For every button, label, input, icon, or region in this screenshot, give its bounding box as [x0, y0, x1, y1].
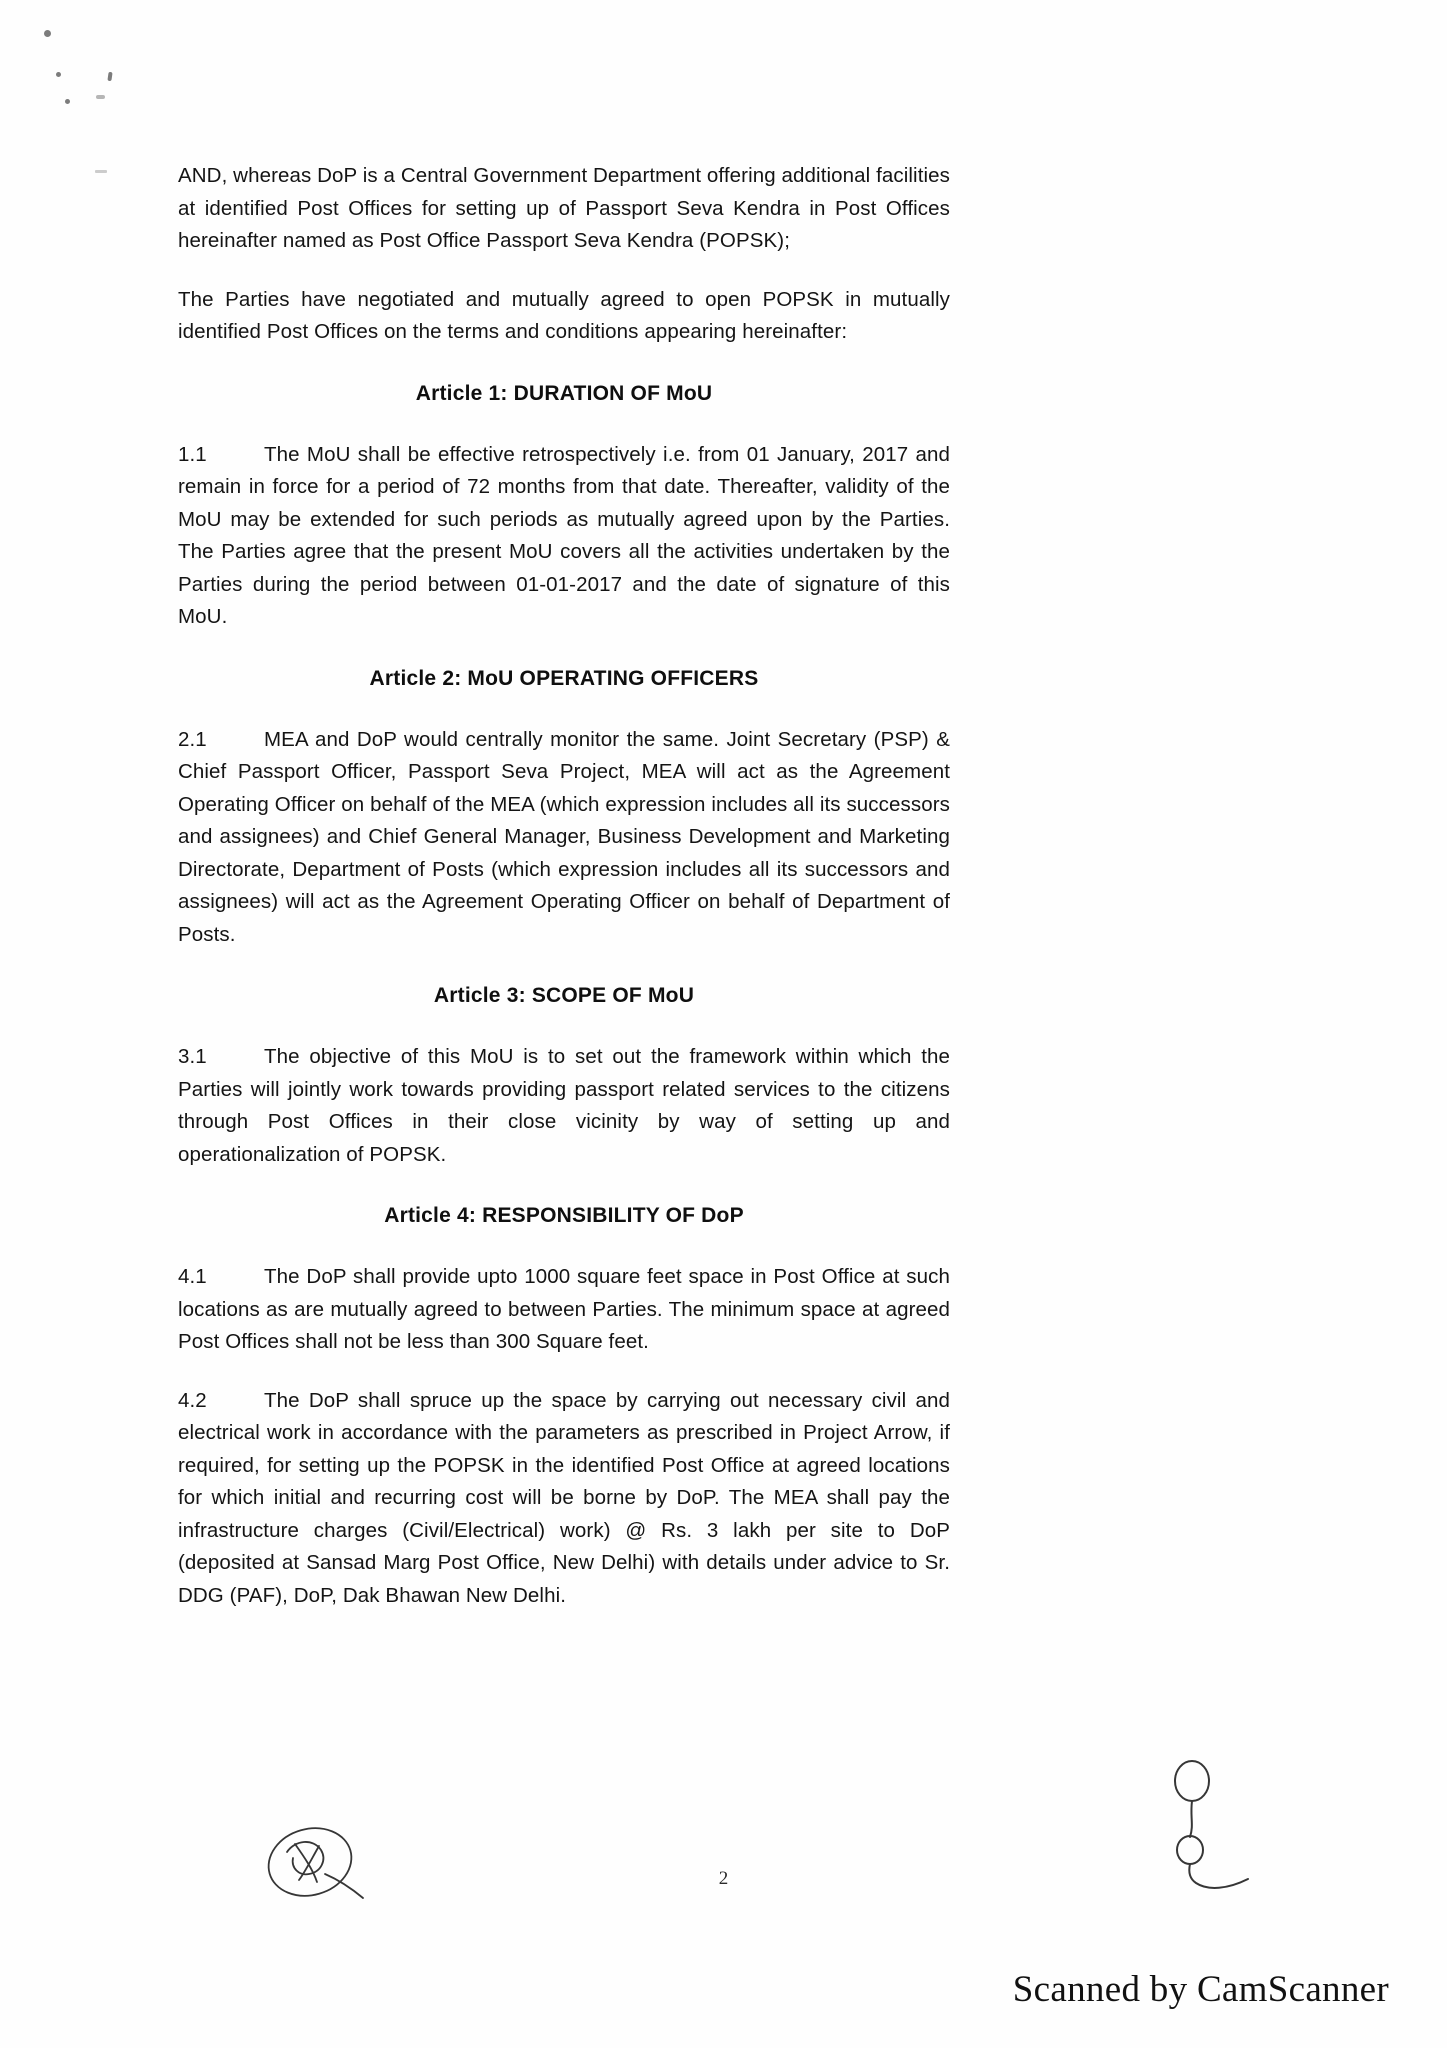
scan-artifact-speck: [44, 30, 51, 37]
camscanner-watermark: Scanned by CamScanner: [1012, 1969, 1389, 2010]
signature-left: [255, 1800, 385, 1925]
page-number: 2: [718, 1868, 729, 1889]
article-1-heading: Article 1: DURATION OF MoU: [415, 381, 713, 405]
clause-4-2: [178, 1385, 950, 1613]
paragraph-and-whereas: AND, whereas DoP is a Central Government Department offering additional facilities at identified Post Offices for setting up of Passport Seva Kendra in Post Offices hereinafter named as Post Office Passport Seva Kendra (POPSK);: [178, 164, 951, 252]
clause-text: The objective of this MoU is to set out the framework within which the Parties will jointly work towards providing passport related services to the citizens through Post Offices in their close vicinity by way of setting up and operationalization of POPSK.: [178, 1045, 950, 1166]
article-4-heading: Article 4: RESPONSIBILITY OF DoP: [384, 1204, 744, 1227]
article-2-heading: Article 2: MoU OPERATING OFFICERS: [369, 666, 759, 690]
scan-artifact-speck: [95, 170, 107, 173]
clause-text: The DoP shall spruce up the space by carrying out necessary civil and electrical work in accordance with the parameters as prescribed in Project Arrow, if required, for setting up the POPSK in the identified Post Office at agreed locations for which initial and recurring cost will be borne by DoP. The MEA shall pay the infrastructure charges (Civil/Electrical) work) @ Rs. 3 lakh per site to DoP (deposited at Sansad Marg Post Office, New Delhi) with details under advice to Sr. DDG (PAF), DoP, Dak Bhawan New Delhi.: [178, 1388, 950, 1607]
clause-number: 3.1: [178, 1045, 207, 1068]
clause-number: 4.1: [178, 1265, 207, 1288]
scan-artifact-speck: [96, 95, 105, 99]
clause-text: MEA and DoP would centrally monitor the same. Joint Secretary (PSP) & Chief Passport Officer, Passport Seva Project, MEA will act as the Agreement Operating Officer on behalf of the MEA (which expression includes all its successors and assignees) and Chief General Manager, Business Development and Marketing Directorate, Department of Posts (which expression includes all its successors and assignees) will act as the Agreement Operating Officer on behalf of Department of Posts.: [178, 727, 950, 946]
document-body: [178, 160, 950, 1612]
clause-number: 4.2: [178, 1388, 207, 1412]
clause-number: 2.1: [178, 727, 207, 751]
clause-1-1: [178, 439, 950, 634]
clause-4-1: [178, 1261, 950, 1359]
clause-number: 1.1: [178, 442, 207, 466]
scan-artifact-speck: [107, 72, 112, 81]
paragraph-parties-negotiated: The Parties have negotiated and mutually agreed to open POPSK in mutually identified Post Offices on the terms and conditions appearing hereinafter:: [178, 287, 950, 343]
article-3-heading: Article 3: SCOPE OF MoU: [433, 984, 695, 1007]
clause-text: The DoP shall provide upto 1000 square feet space in Post Office at such locations as are mutually agreed to between Parties. The minimum space at agreed Post Offices shall not be less than 300 Square feet.: [178, 1265, 950, 1353]
scan-artifact-speck: [65, 99, 70, 104]
clause-2-1: [178, 724, 950, 952]
clause-text: The MoU shall be effective retrospectively i.e. from 01 January, 2017 and remain in force for a period of 72 months from that date. Thereafter, validity of the MoU may be extended for such periods as mutually agreed upon by the Parties. The Parties agree that the present MoU covers all the activities undertaken by the Parties during the period between 01-01-2017 and the date of signature of this MoU.: [178, 442, 950, 628]
scan-artifact-speck: [56, 72, 61, 77]
clause-3-1: [178, 1041, 950, 1171]
